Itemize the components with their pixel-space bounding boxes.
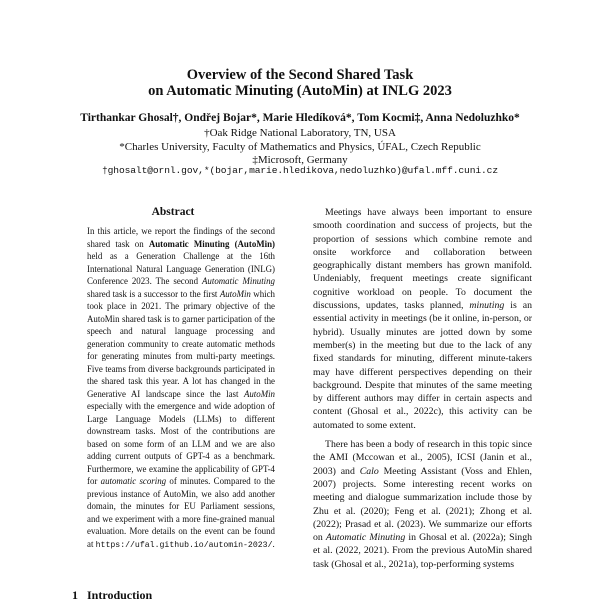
paper-title-line-2: on Automatic Minuting (AutoMin) at INLG 2023	[148, 83, 452, 99]
abstract-text-part: which took place in 2021. The primary objective of the AutoMin shared task is to garner participation of the speech and natural language processing and generation community to create automatic methods for generating minutes from multi-party meetings. Five teams from diverse backgrounds participated in the shared task this year. A lot has changed in the Generative AI landscape since the last	[87, 288, 275, 399]
abstract-text-part: especially with the emergence and wide adoption of Large Language Models (LLMs) to different downstream tasks. Most of the contributions are based on some form of an LLM and we are also adding current outputs of GPT-4 as a benchmark. Furthermore, we examine the applicability of GPT-4 for	[87, 401, 275, 486]
section-title: Introduction	[87, 588, 153, 602]
abstract-text-part: .	[272, 538, 275, 549]
body-text: Meeting Assistant (Voss and Ehlen, 2007) projects. Some interesting recent works on meeting and dialogue summarization include those by Zhu et al. (2020); Feng et al. (2021); Zhong et al. (2022); Prasad et al. (2023). We summarize our efforts on	[313, 465, 533, 544]
emphasis: Calo	[359, 465, 379, 477]
abstract-text-part: held as a Generation Challenge at the 16th International Natural Language Generation (INLG) Conference 2023. The second	[87, 251, 275, 286]
emphasis: AutoMin	[219, 288, 251, 299]
section-heading-introduction	[72, 588, 152, 603]
task-name: Automatic Minuting (AutoMin)	[148, 238, 275, 249]
body-text: Meetings have always been important to ensure smooth coordination and success of projects, but the proportion of sessions which combine remote and onsite workforce and collaboration between geographically distant members has grown manifold. Undeniably, frequent meetings create significant cognitive workload on people. To document the discussions, updates, tasks planned,	[313, 207, 532, 312]
affiliation-ornl: †Oak Ridge National Laboratory, TN, USA	[204, 127, 396, 139]
author-emails: †ghosalt@ornl.gov,*(bojar,marie.hledikova,nedoluzhko)@ufal.mff.cuni.cz	[101, 165, 498, 176]
intro-body-column	[313, 206, 532, 577]
event-url-link[interactable]: https://ufal.github.io/automin-2023/	[95, 540, 273, 550]
emphasis: automatic scoring	[100, 476, 167, 486]
emphasis: minuting	[469, 300, 505, 312]
emphasis: Automatic Minuting	[325, 532, 406, 544]
abstract-text-part: In this article, we report the findings of the second shared task on	[87, 226, 275, 249]
affiliation-microsoft: ‡Microsoft, Germany	[252, 154, 348, 166]
body-text: There has been a body of research in this topic since the AMI (Mccowan et al., 2005), ICSI (Janin et al., 2003) and	[313, 439, 532, 477]
paper-title-line-1: Overview of the Second Shared Task	[186, 67, 414, 83]
emphasis: Automatic Minuting	[202, 276, 275, 286]
abstract-text-part: shared task is a successor to the first	[87, 288, 220, 299]
body-text: in Ghosal et al. (2022a); Singh et al. (2022, 2021). From the previous AutoMin shared task (Ghosal et al., 2021a), top-performing systems	[313, 532, 532, 570]
affiliation-charles-university: *Charles University, Faculty of Mathematics and Physics, ÚFAL, Czech Republic	[119, 141, 481, 153]
body-text: is an essential activity in meetings (be it online, in-person, or hybrid). Usually minutes are jotted down by some member(s) in the meeting but due to the lack of any fixed standards for minuting, different minute-takers may have different perspectives depending on their background. Despite that minutes of the same meeting by different authors may differ in certain aspects and content (Ghosal et al., 2022c), this activity can be automated to some extent.	[313, 300, 532, 431]
abstract-text	[87, 225, 275, 552]
section-number: 1	[72, 588, 78, 602]
body-paragraph-2	[313, 438, 532, 571]
author-list: Tirthankar Ghosal†, Ondřej Bojar*, Marie Hledíková*, Tom Kocmi‡, Anna Nedoluzhko*	[80, 112, 520, 124]
emphasis: AutoMin	[243, 388, 275, 399]
abstract-heading: Abstract	[151, 206, 195, 218]
body-paragraph-1	[313, 206, 532, 432]
abstract-text-part: of minutes. Compared to the previous instance of AutoMin, we also add another domain, the minutes for EU Parliament sessions, and we experiment with a more fine-grained manual evaluation. More details on the event can be found at	[87, 476, 275, 549]
